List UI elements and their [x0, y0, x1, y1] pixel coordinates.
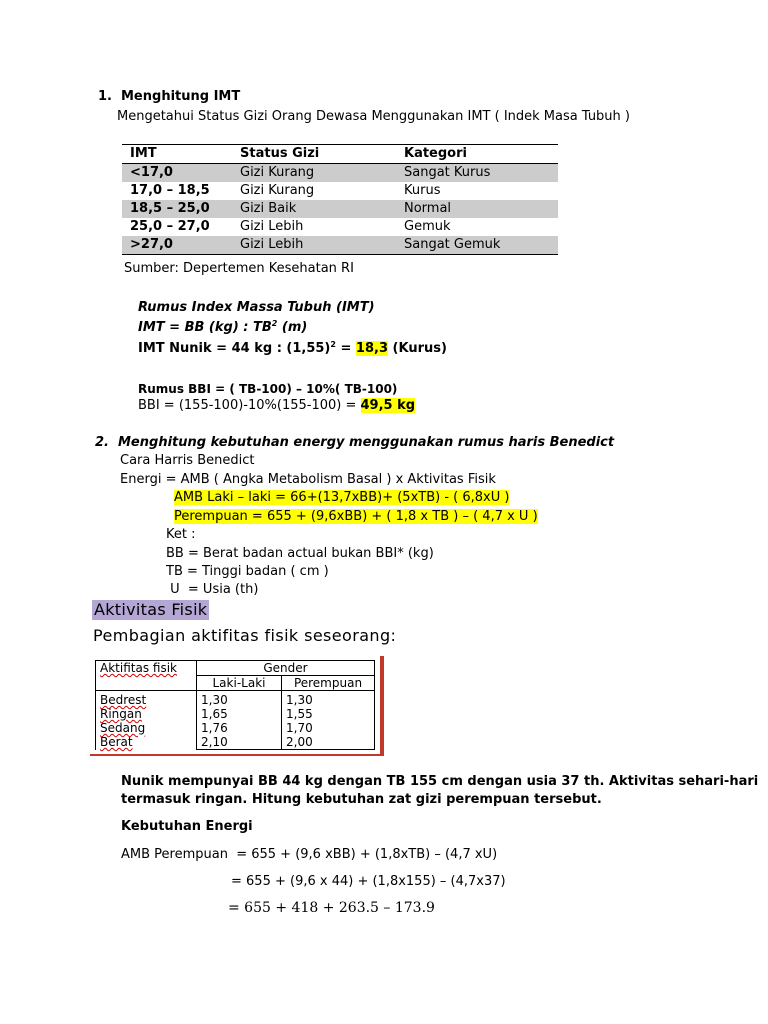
cell-status: Gizi Lebih — [232, 236, 396, 255]
cell-kategori: Sangat Gemuk — [396, 236, 558, 255]
activity-berat: Berat — [100, 735, 133, 749]
bbi-calc-pre: BBI = (155-100)-10%(155-100) = — [138, 398, 361, 413]
problem-line2: termasuk ringan. Hitung kebutuhan zat gizi perempuan tersebut. — [121, 792, 602, 807]
section2-line1: Cara Harris Benedict — [120, 453, 255, 468]
section1-intro: Mengetahui Status Gizi Orang Dewasa Menggunakan IMT ( Indek Masa Tubuh ) — [117, 109, 630, 124]
cell-status: Gizi Kurang — [232, 164, 396, 183]
cell-status: Gizi Baik — [232, 200, 396, 218]
rumus-bbi-calc — [138, 398, 415, 414]
laki-sedang: 1,76 — [201, 721, 228, 735]
cell-imt: 18,5 – 25,0 — [122, 200, 232, 218]
amb-perempuan-text: Perempuan = 655 + (9,6xBB) + ( 1,8 x TB ) – ( 4,7 x U ) — [174, 509, 538, 524]
formula-post: (m) — [277, 320, 308, 335]
aktivitas-table — [95, 660, 375, 750]
ket-label: Ket : — [166, 527, 196, 542]
rumus-imt-title: Rumus Index Massa Tubuh (IMT) — [138, 300, 375, 315]
table-row — [122, 182, 558, 200]
aktivitas-heading: Aktivitas Fisik — [94, 600, 208, 619]
ket-bb: BB = Berat badan actual bukan BBI* (kg) — [166, 546, 434, 561]
cell-imt: 17,0 – 18,5 — [130, 183, 210, 198]
col-activity — [96, 661, 197, 691]
ket-tb: TB = Tinggi badan ( cm ) — [166, 564, 329, 579]
perempuan-values — [282, 691, 375, 750]
laki-ringan: 1,65 — [201, 707, 228, 721]
laki-values — [197, 691, 282, 750]
section1-title: Menghitung IMT — [121, 89, 241, 104]
amb-perempuan-formula: AMB Perempuan = 655 + (9,6 xBB) + (1,8xTB) – (4,7 xU) — [121, 847, 498, 862]
amb-perempuan-subst: = 655 + (9,6 x 44) + (1,8x155) – (4,7x37) — [231, 874, 506, 889]
calc-eq: = — [335, 341, 356, 356]
amb-laki — [174, 490, 509, 506]
cell-status: Gizi Kurang — [240, 183, 315, 198]
activity-names — [96, 691, 197, 750]
calc-result: 18,3 — [355, 341, 388, 356]
amb-perempuan — [174, 509, 538, 525]
table-row — [122, 164, 558, 183]
amb-perempuan-calc: = 655 + 418 + 263.5 – 173.9 — [228, 900, 435, 916]
ket-u: U = Usia (th) — [166, 582, 259, 597]
formula-pre: IMT = BB (kg) : TB — [138, 320, 272, 335]
table-row — [122, 218, 558, 236]
table-row — [122, 236, 558, 255]
rumus-imt-calc — [138, 341, 447, 357]
perempuan-ringan: 1,55 — [286, 707, 313, 721]
calc-pre: IMT Nunik = 44 kg : (1,55) — [138, 341, 331, 356]
perempuan-bedrest: 1,30 — [286, 693, 313, 707]
section1-number: 1. — [98, 89, 112, 104]
formula-sup: 2 — [271, 319, 278, 328]
activity-ringan: Ringan — [100, 707, 142, 721]
imt-table-header — [122, 145, 558, 164]
calc-post: (Kurus) — [388, 341, 447, 356]
col-laki: Laki-Laki — [197, 676, 282, 691]
cell-kategori: Kurus — [404, 183, 441, 198]
rumus-imt-formula — [138, 320, 307, 336]
cell-kategori: Gemuk — [404, 219, 451, 234]
table-row — [96, 691, 375, 750]
imt-table — [122, 144, 558, 255]
rumus-bbi-title: Rumus BBI = ( TB-100) – 10%( TB-100) — [138, 382, 398, 396]
section2-number: 2. — [95, 435, 109, 450]
cell-kategori: Sangat Kurus — [396, 164, 558, 183]
perempuan-sedang: 1,70 — [286, 721, 313, 735]
header-kategori: Kategori — [396, 145, 558, 164]
header-imt: IMT — [122, 145, 232, 164]
table-row — [122, 200, 558, 218]
table-source: Sumber: Depertemen Kesehatan RI — [124, 261, 354, 276]
bbi-result: 49,5 kg — [360, 398, 416, 413]
problem-line1: Nunik mempunyai BB 44 kg dengan TB 155 cm dengan usia 37 th. Aktivitas sehari-hari — [121, 774, 759, 789]
laki-berat: 2,10 — [201, 735, 228, 749]
amb-laki-text: AMB Laki – laki = 66+(13,7xBB)+ (5xTB) - ( 6,8xU ) — [174, 490, 510, 505]
calc-sup: 2 — [330, 340, 336, 349]
cell-imt: 25,0 – 27,0 — [130, 219, 210, 234]
section2-title: Menghitung kebutuhan energy menggunakan rumus haris Benedict — [118, 435, 615, 450]
cell-imt: >27,0 — [122, 236, 232, 255]
section2-line2: Energi = AMB ( Angka Metabolism Basal ) x Aktivitas Fisik — [120, 472, 496, 487]
activity-bedrest: Bedrest — [100, 693, 147, 707]
col-perempuan: Perempuan — [282, 676, 375, 691]
header-status-gizi: Status Gizi — [232, 145, 396, 164]
perempuan-berat: 2,00 — [286, 735, 313, 749]
cell-status: Gizi Lebih — [240, 219, 304, 234]
aktivitas-subheading: Pembagian aktifitas fisik seseorang: — [93, 626, 397, 645]
aktivitas-table-image — [90, 656, 384, 756]
col-activity-label: Aktifitas fisik — [100, 661, 177, 675]
activity-sedang: Sedang — [100, 721, 146, 735]
laki-bedrest: 1,30 — [201, 693, 228, 707]
col-gender: Gender — [197, 661, 375, 676]
kebutuhan-title: Kebutuhan Energi — [121, 819, 253, 834]
cell-imt: <17,0 — [122, 164, 232, 183]
cell-kategori: Normal — [396, 200, 558, 218]
